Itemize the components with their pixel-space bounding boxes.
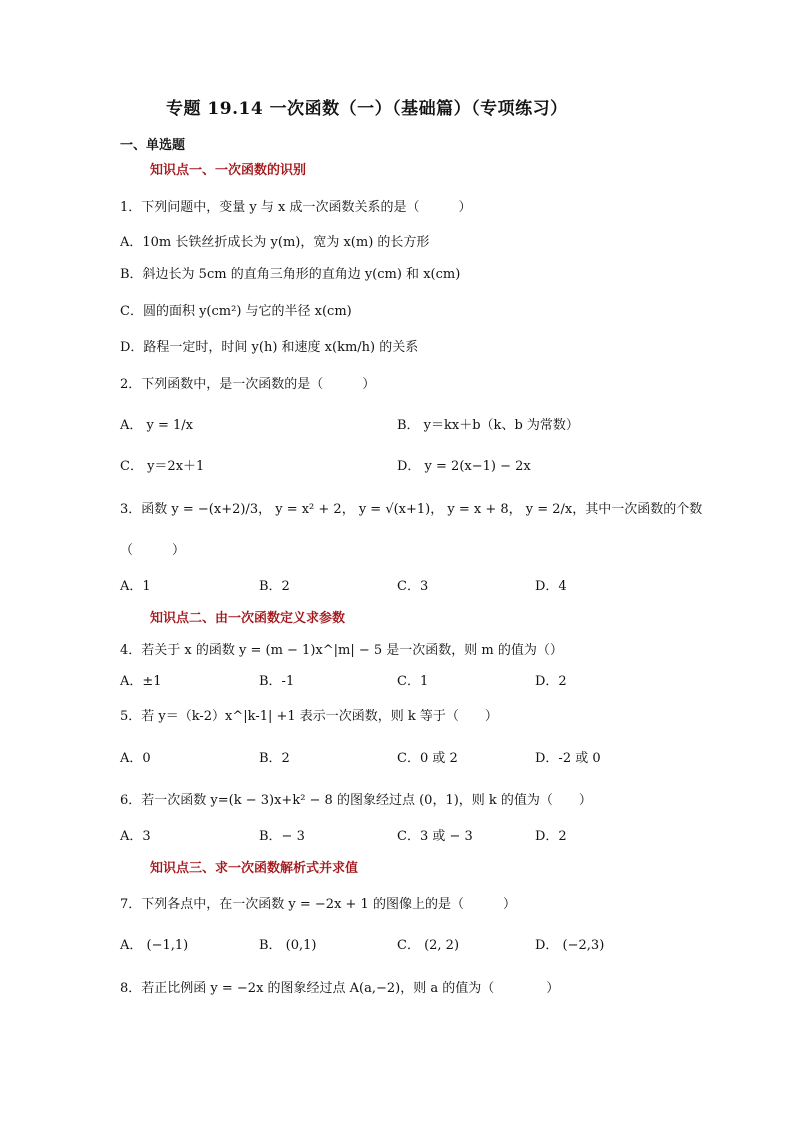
- question-5-option-b: B．2: [259, 751, 290, 766]
- question-2-stem: 2．下列函数中，是一次函数的是（ ）: [120, 377, 376, 392]
- question-3-stem: 3．函数 y = −(x+2)/3， y = x² + 2， y = √(x+1)， y = x + 8， y = 2/x，其中一次函数的个数: [120, 502, 703, 517]
- question-6-stem: 6．若一次函数 y=(k − 3)x+k² − 8 的图象经过点 (0，1)，则 k 的值为（ ）: [120, 793, 592, 808]
- question-7-option-d: D． (−2,3): [535, 938, 605, 953]
- question-2-option-d: D． y = 2(x−1) − 2x: [397, 459, 531, 474]
- question-4-option-d: D．2: [535, 674, 567, 689]
- question-1-option-d: D．路程一定时，时间 y(h) 和速度 x(km/h) 的关系: [120, 340, 419, 355]
- question-5-stem: 5．若 y＝（k-2）x^|k-1| +1 表示一次函数，则 k 等于（ ）: [120, 709, 498, 724]
- question-7-option-c: C． (2, 2): [397, 938, 460, 953]
- section-heading: 一、单选题: [120, 138, 186, 153]
- question-6-option-a: A．3: [120, 829, 151, 844]
- question-2-option-b: B． y＝kx＋b（k、b 为常数）: [397, 418, 579, 433]
- question-1-option-b: B．斜边长为 5cm 的直角三角形的直角边 y(cm) 和 x(cm): [120, 267, 461, 282]
- question-3-option-b: B．2: [259, 579, 290, 594]
- question-1-option-a: A．10m 长铁丝折成长为 y(m)，宽为 x(m) 的长方形: [120, 235, 430, 250]
- question-1-option-c: C．圆的面积 y(cm²) 与它的半径 x(cm): [120, 304, 352, 319]
- question-4-option-c: C．1: [397, 674, 429, 689]
- question-4-stem: 4．若关于 x 的函数 y = (m − 1)x^|m| − 5 是一次函数，则 m 的值为（）: [120, 643, 563, 658]
- question-3-option-d: D．4: [535, 579, 567, 594]
- question-4-option-b: B．-1: [259, 674, 295, 689]
- question-5-option-a: A．0: [120, 751, 151, 766]
- question-6-option-c: C．3 或 − 3: [397, 829, 473, 844]
- question-7-option-a: A． (−1,1): [120, 938, 189, 953]
- question-6-option-b: B．− 3: [259, 829, 305, 844]
- question-3-option-c: C．3: [397, 579, 429, 594]
- knowledge-point-1: 知识点一、一次函数的识别: [150, 163, 307, 178]
- question-4-option-a: A．±1: [120, 674, 162, 689]
- question-2-option-c: C． y＝2x＋1: [120, 459, 205, 474]
- question-2-option-a: A． y = 1/x: [120, 418, 194, 433]
- knowledge-point-2: 知识点二、由一次函数定义求参数: [150, 611, 346, 626]
- question-3-answer-paren: （ ）: [120, 543, 186, 558]
- question-7-stem: 7．下列各点中，在一次函数 y = −2x + 1 的图像上的是（ ）: [120, 897, 516, 912]
- question-5-option-d: D．-2 或 0: [535, 751, 601, 766]
- question-8-stem: 8．若正比例函 y = −2x 的图象经过点 A(a,−2)，则 a 的值为（ ）: [120, 981, 560, 996]
- question-1-stem: 1．下列问题中，变量 y 与 x 成一次函数关系的是（ ）: [120, 200, 472, 215]
- knowledge-point-3: 知识点三、求一次函数解析式并求值: [150, 861, 359, 876]
- page-title: 专题 19.14 一次函数（一）（基础篇）（专项练习）: [166, 99, 568, 119]
- question-3-option-a: A．1: [120, 579, 151, 594]
- question-6-option-d: D．2: [535, 829, 567, 844]
- question-7-option-b: B． (0,1): [259, 938, 317, 953]
- question-5-option-c: C．0 或 2: [397, 751, 458, 766]
